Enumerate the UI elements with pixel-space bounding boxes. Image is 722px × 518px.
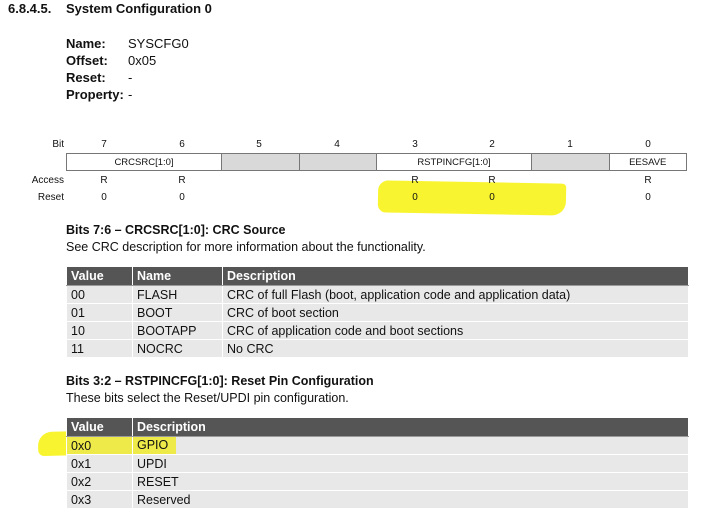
register-bit-table xyxy=(66,153,687,171)
rstpincfg-description: These bits select the Reset/UPDI pin configuration. xyxy=(66,391,349,405)
rstpincfg-value-table xyxy=(66,417,689,509)
rstpincfg-heading: Bits 3:2 – RSTPINCFG[1:0]: Reset Pin Configuration xyxy=(66,374,374,388)
bit-number: 0 xyxy=(645,139,651,150)
access-row-label: Access xyxy=(31,175,64,186)
reset-label: Reset: xyxy=(66,70,106,85)
cell-value: 0x2 xyxy=(67,473,133,491)
field-rstpincfg: RSTPINCFG[1:0] xyxy=(377,154,532,171)
cell-name: BOOTAPP xyxy=(133,322,223,340)
cell-value: 10 xyxy=(67,322,133,340)
table-row xyxy=(67,491,689,509)
field-reserved xyxy=(222,154,300,171)
crcsrc-description: See CRC description for more information about the functionality. xyxy=(66,240,426,254)
column-header-description: Description xyxy=(133,418,689,437)
access-value: R xyxy=(178,175,186,186)
reset-bit-value: 0 xyxy=(489,192,495,203)
crcsrc-value-table xyxy=(66,266,689,358)
bit-number: 4 xyxy=(334,139,340,150)
section-number: 6.8.4.5. xyxy=(8,1,52,16)
table-header-row xyxy=(67,418,689,437)
bit-number: 7 xyxy=(101,139,107,150)
register-info xyxy=(66,35,189,103)
bit-number: 1 xyxy=(567,139,573,150)
offset-value: 0x05 xyxy=(128,53,157,68)
column-header-name: Name xyxy=(133,267,223,286)
access-value: R xyxy=(100,175,108,186)
cell-description xyxy=(133,437,689,455)
cell-name: FLASH xyxy=(133,286,223,304)
bit-number: 6 xyxy=(179,139,185,150)
offset-label: Offset: xyxy=(66,53,108,68)
cell-description: UPDI xyxy=(133,455,689,473)
cell-name: BOOT xyxy=(133,304,223,322)
name-value: SYSCFG0 xyxy=(128,36,189,51)
cell-description: RESET xyxy=(133,473,689,491)
property-label: Property: xyxy=(66,87,124,102)
property-value: - xyxy=(128,87,133,102)
reset-bit-value: 0 xyxy=(101,192,107,203)
column-header-description: Description xyxy=(223,267,689,286)
field-reserved xyxy=(299,154,377,171)
bit-number: 5 xyxy=(256,139,262,150)
name-label: Name: xyxy=(66,36,106,51)
table-row xyxy=(67,286,689,304)
table-row xyxy=(67,304,689,322)
cell-value: 0x1 xyxy=(67,455,133,473)
table-row xyxy=(67,473,689,491)
cell-name: NOCRC xyxy=(133,340,223,358)
cell-value: 00 xyxy=(67,286,133,304)
cell-value: 0x3 xyxy=(67,491,133,509)
reset-bit-value: 0 xyxy=(645,192,651,203)
reset-row-label: Reset xyxy=(37,192,64,203)
section-title: System Configuration 0 xyxy=(66,1,212,16)
cell-value: 11 xyxy=(67,340,133,358)
field-reserved xyxy=(532,154,610,171)
cell-description: No CRC xyxy=(223,340,689,358)
reset-bit-value: 0 xyxy=(412,192,418,203)
table-row xyxy=(67,437,689,455)
cell-value: 0x0 xyxy=(67,437,133,455)
column-header-value: Value xyxy=(67,418,133,437)
cell-description: CRC of boot section xyxy=(223,304,689,322)
cell-description: CRC of full Flash (boot, application code and application data) xyxy=(223,286,689,304)
cell-value: 01 xyxy=(67,304,133,322)
table-row xyxy=(67,455,689,473)
access-value: R xyxy=(411,175,419,186)
reset-bit-value: 0 xyxy=(179,192,185,203)
crcsrc-heading: Bits 7:6 – CRCSRC[1:0]: CRC Source xyxy=(66,223,286,237)
access-value: R xyxy=(488,175,496,186)
table-header-row xyxy=(67,267,689,286)
bit-row-label: Bit xyxy=(52,139,64,150)
table-row xyxy=(67,340,689,358)
reset-value: - xyxy=(128,70,133,85)
bit-number: 3 xyxy=(412,139,418,150)
field-crcsrc: CRCSRC[1:0] xyxy=(67,154,222,171)
bit-number: 2 xyxy=(489,139,495,150)
field-eesave: EESAVE xyxy=(609,154,687,171)
cell-description: Reserved xyxy=(133,491,689,509)
table-row xyxy=(67,322,689,340)
gpio-label: GPIO xyxy=(133,437,176,454)
cell-description: CRC of application code and boot sections xyxy=(223,322,689,340)
access-value: R xyxy=(644,175,652,186)
column-header-value: Value xyxy=(67,267,133,286)
